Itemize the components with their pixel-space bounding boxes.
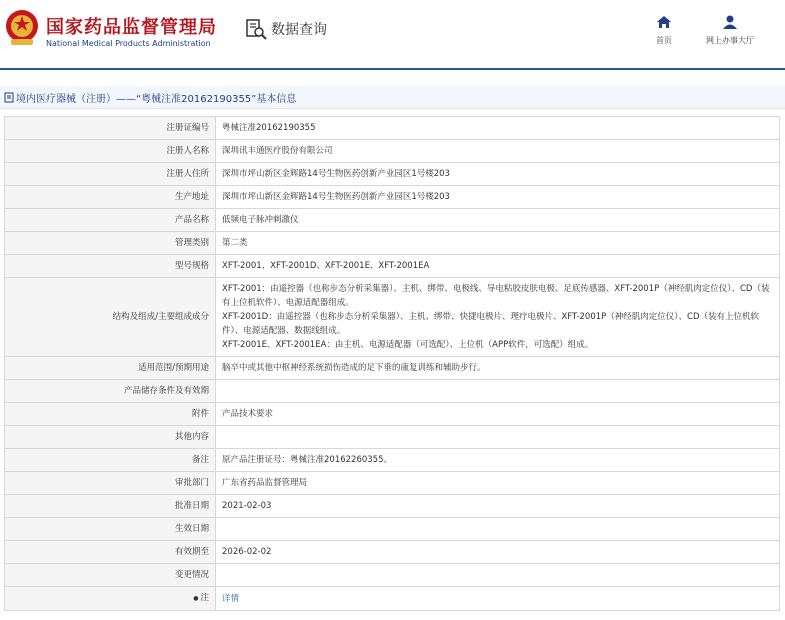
field-value: 深圳讯丰通医疗股份有限公司 xyxy=(216,140,780,163)
breadcrumb-text: 境内医疗器械（注册）——“粤械注准20162190355”基本信息 xyxy=(16,93,297,105)
details-link[interactable]: 详情 xyxy=(222,593,240,604)
field-label: 产品名称 xyxy=(5,209,216,232)
field-value: 广东省药品监督管理局 xyxy=(216,472,780,495)
field-label: 其他内容 xyxy=(5,426,216,449)
header-divider xyxy=(0,68,785,70)
field-label xyxy=(5,587,216,611)
field-value xyxy=(216,564,780,587)
document-icon xyxy=(4,92,14,103)
field-label: 备注 xyxy=(5,449,216,472)
table-row xyxy=(5,380,780,403)
field-value: 第二类 xyxy=(216,232,780,255)
nav-home-label: 首页 xyxy=(656,36,672,45)
field-value xyxy=(216,426,780,449)
table-row xyxy=(5,186,780,209)
field-label-text: 注 xyxy=(200,593,209,603)
field-value xyxy=(216,278,780,357)
table-row xyxy=(5,587,780,611)
search-document-icon xyxy=(245,18,267,40)
table-row xyxy=(5,232,780,255)
field-value: 深圳市坪山新区金辉路14号生物医药创新产业园区1号楼203 xyxy=(216,186,780,209)
table-row xyxy=(5,564,780,587)
composition-line: XFT-2001E、XFT-2001EA：由主机、电源适配器（可选配）、上位机（APP软件，可选配）组成。 xyxy=(222,340,594,350)
field-value: 深圳市坪山新区金辉路14号生物医药创新产业园区1号楼203 xyxy=(216,163,780,186)
table-row xyxy=(5,518,780,541)
composition-line: XFT-2001：由遥控器（也称步态分析采集器）、主机、绑带、电极线、导电粘胶皮肤电极、足底传感器、XFT-2001P（神经肌肉定位仪）、CD（装有上位机软件）、电源适配器组成。 xyxy=(222,284,770,308)
table-row xyxy=(5,255,780,278)
field-value: 2021-02-03 xyxy=(216,495,780,518)
site-header xyxy=(0,0,785,68)
nav-online-hall-label: 网上办事大厅 xyxy=(706,36,754,45)
data-query-label: 数据查询 xyxy=(271,22,327,38)
field-value: 粤械注准20162190355 xyxy=(216,117,780,140)
field-label: 适用范围/预期用途 xyxy=(5,357,216,380)
table-row xyxy=(5,117,780,140)
agency-name-cn: 国家药品监督管理局 xyxy=(46,17,217,38)
table-row xyxy=(5,495,780,518)
field-value: 产品技术要求 xyxy=(216,403,780,426)
home-icon xyxy=(656,14,672,30)
user-icon xyxy=(722,14,738,30)
field-label: 注册证编号 xyxy=(5,117,216,140)
nav-home[interactable] xyxy=(656,14,672,46)
nav-online-hall[interactable] xyxy=(706,14,754,46)
field-label: 批准日期 xyxy=(5,495,216,518)
table-row xyxy=(5,140,780,163)
data-query-title[interactable] xyxy=(245,18,327,40)
table-row xyxy=(5,209,780,232)
field-value: 2026-02-02 xyxy=(216,541,780,564)
table-row xyxy=(5,163,780,186)
field-label: 生产地址 xyxy=(5,186,216,209)
field-value xyxy=(216,380,780,403)
composition-line: XFT-2001D：由遥控器（也称步态分析采集器）、主机、绑带、快捷电极片、理疗电极片、XFT-2001P（神经肌肉定位仪）、CD（装有上位机软件）、电源适配器、数据线组成。 xyxy=(222,312,760,336)
registration-info-table xyxy=(4,116,780,611)
field-label: 管理类别 xyxy=(5,232,216,255)
table-row xyxy=(5,472,780,495)
field-label: 产品储存条件及有效期 xyxy=(5,380,216,403)
agency-name-en: National Medical Products Administration xyxy=(46,39,211,48)
field-value xyxy=(216,587,780,611)
field-label: 审批部门 xyxy=(5,472,216,495)
table-row xyxy=(5,449,780,472)
field-label: 有效期至 xyxy=(5,541,216,564)
field-label: 结构及组成/主要组成成分 xyxy=(5,278,216,357)
table-row xyxy=(5,357,780,380)
field-label: 变更情况 xyxy=(5,564,216,587)
field-label: 型号规格 xyxy=(5,255,216,278)
field-label: 生效日期 xyxy=(5,518,216,541)
breadcrumb xyxy=(0,86,785,109)
field-label: 附件 xyxy=(5,403,216,426)
field-label: 注册人名称 xyxy=(5,140,216,163)
field-value: XFT-2001、XFT-2001D、XFT-2001E、XFT-2001EA xyxy=(216,255,780,278)
field-value: 脑卒中或其他中枢神经系统损伤造成的足下垂的康复训练和辅助步行。 xyxy=(216,357,780,380)
table-row xyxy=(5,278,780,357)
field-value: 低频电子脉冲刺激仪 xyxy=(216,209,780,232)
field-value: 原产品注册证号：粤械注准20162260355。 xyxy=(216,449,780,472)
table-row xyxy=(5,541,780,564)
national-emblem-icon xyxy=(4,8,40,48)
table-row xyxy=(5,403,780,426)
field-value xyxy=(216,518,780,541)
table-row xyxy=(5,426,780,449)
field-label: 注册人住所 xyxy=(5,163,216,186)
pin-icon: ● xyxy=(193,595,199,602)
